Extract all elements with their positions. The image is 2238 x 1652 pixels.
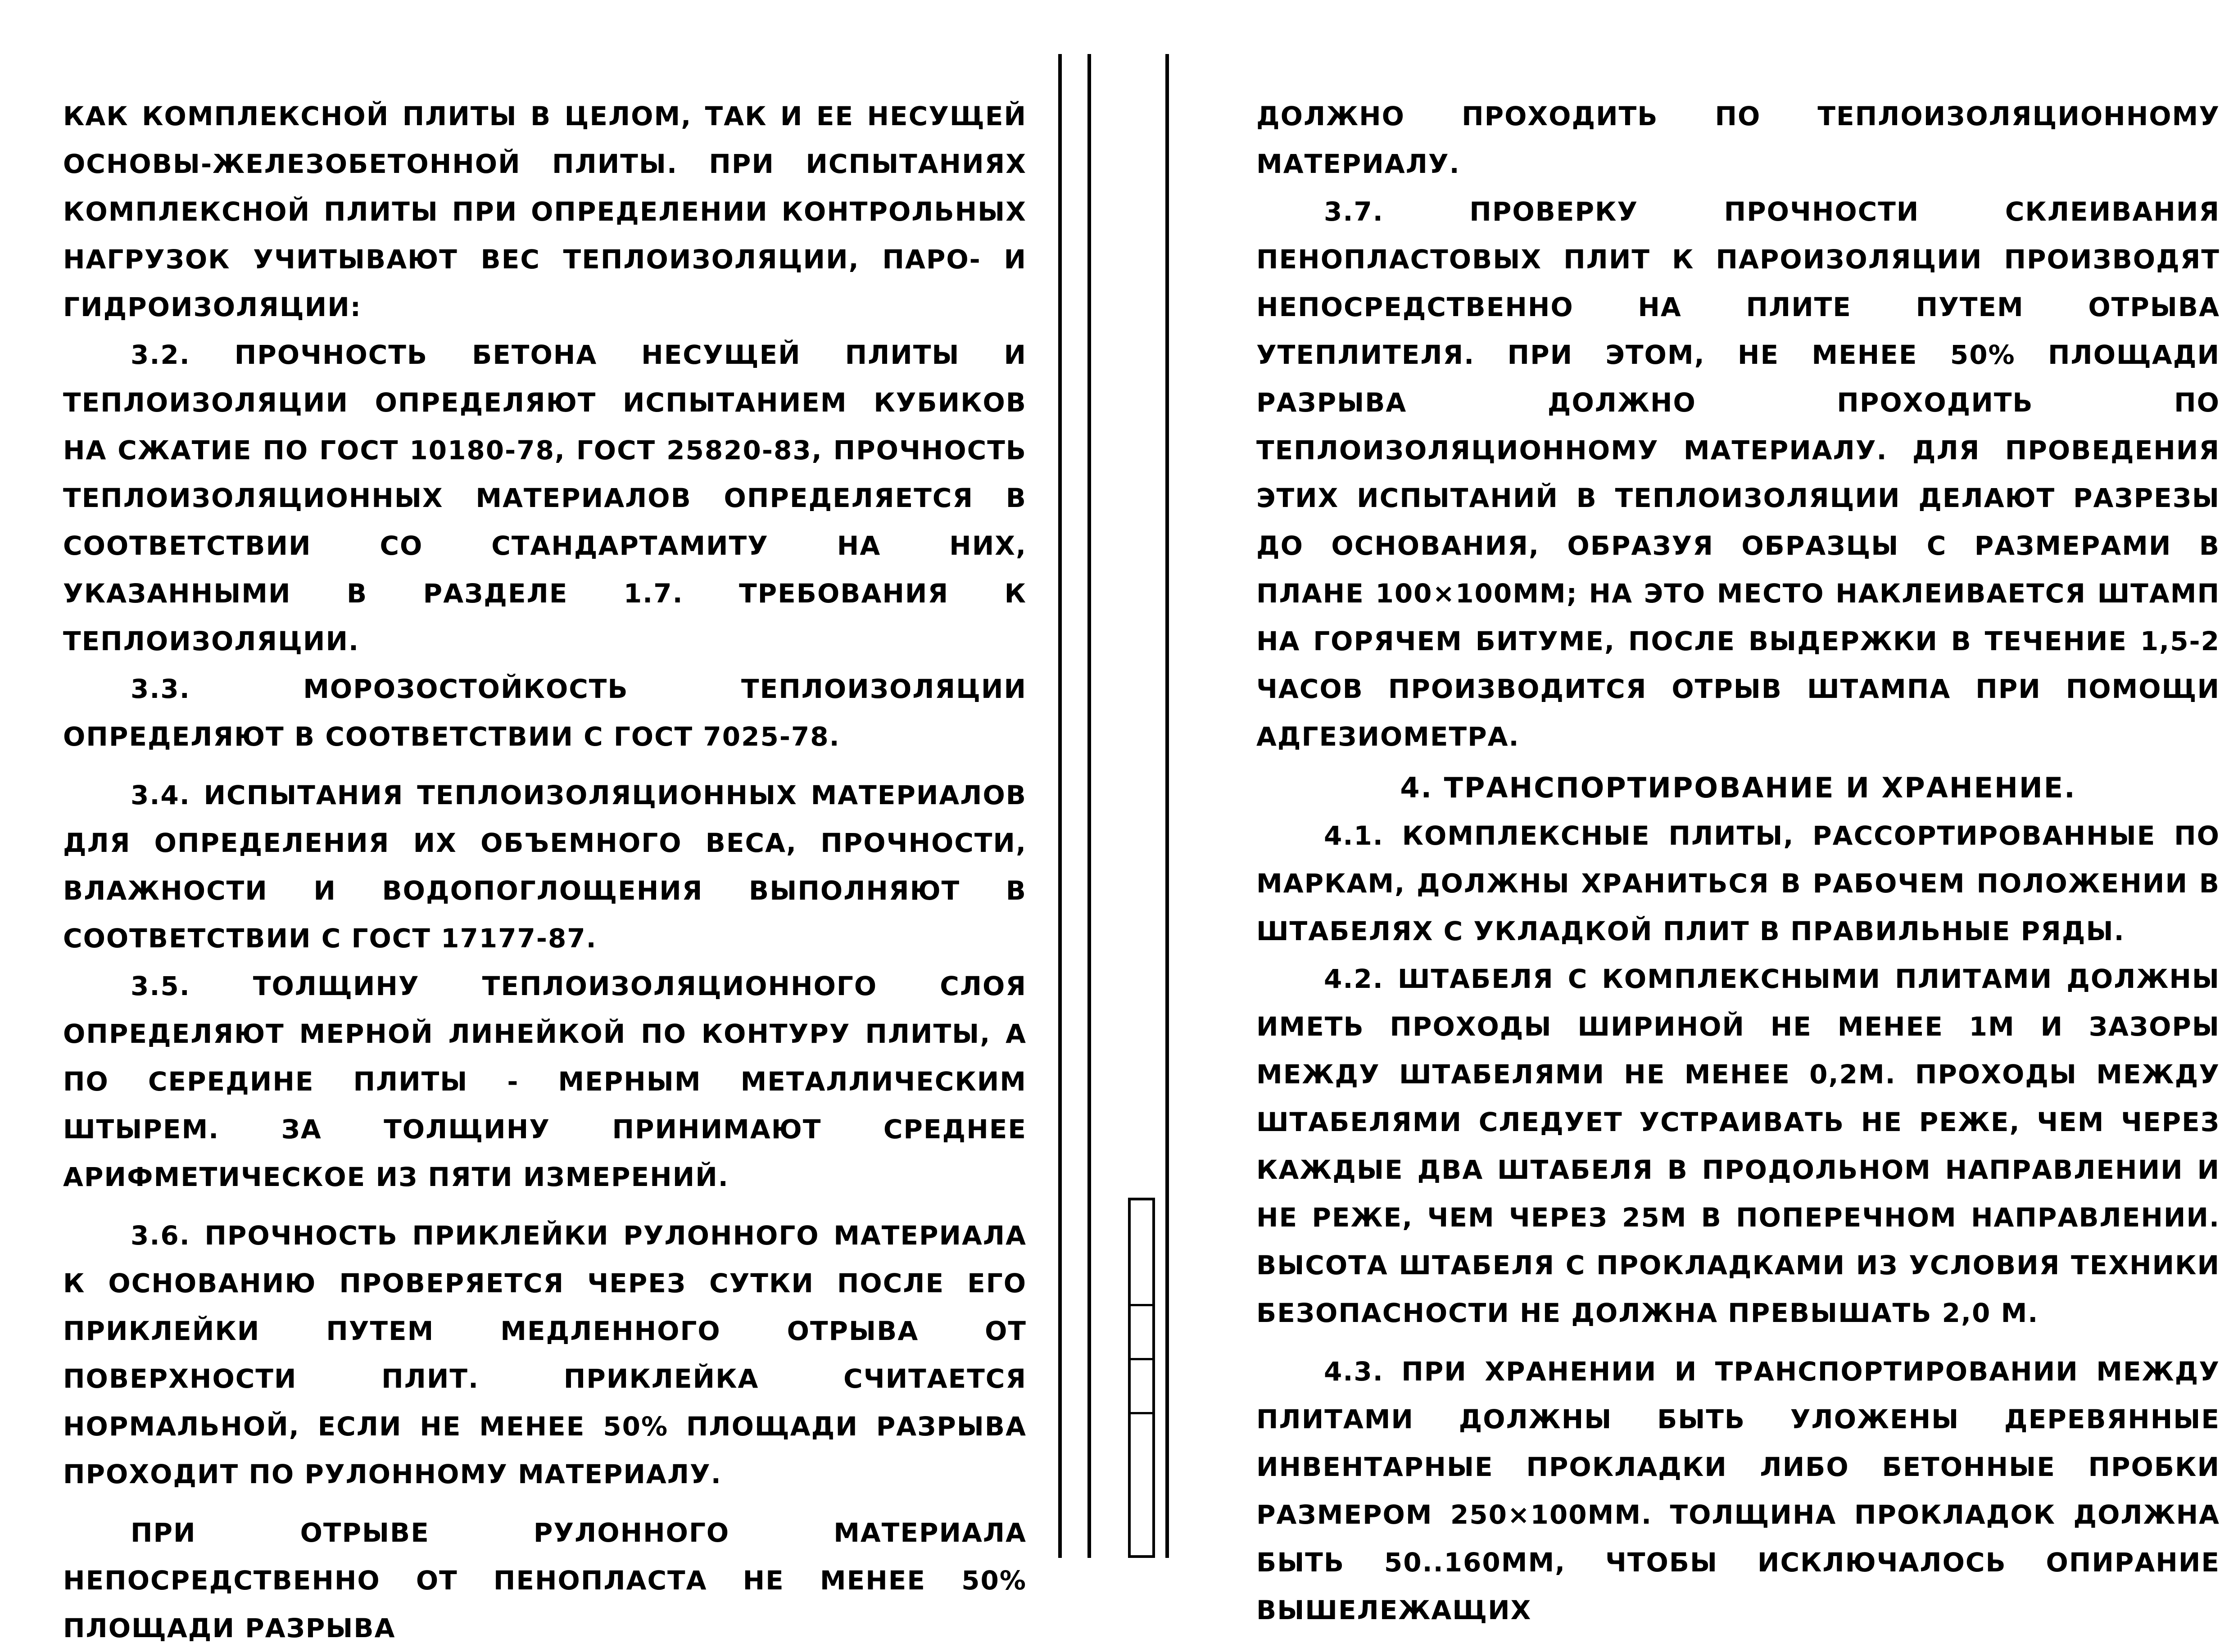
left-paragraph-7: ПРИ ОТРЫВЕ РУЛОННОГО МАТЕРИАЛА НЕПОСРЕДСТВЕННО ОТ ПЕНОПЛАСТА НЕ МЕНЕЕ 50% ПЛОЩАДИ РАЗРЫВА: [63, 1517, 1027, 1643]
right-paragraph-2: 3.7. ПРОВЕРКУ ПРОЧНОСТИ СКЛЕИВАНИЯ ПЕНОПЛАСТОВЫХ ПЛИТ К ПАРОИЗОЛЯЦИИ ПРОИЗВОДЯТ НЕПОСРЕДСТВЕННО НА ПЛИТЕ ПУТЕМ ОТРЫВА УТЕПЛИТЕЛЯ. ПРИ ЭТОМ, НЕ МЕНЕЕ 50% ПЛОЩАДИ РАЗРЫВА ДОЛЖНО ПРОХОДИТЬ ПО ТЕПЛОИЗОЛЯЦИОННОМУ МАТЕРИАЛУ. ДЛЯ ПРОВЕДЕНИЯ ЭТИХ ИСПЫТАНИЙ В ТЕПЛОИЗОЛЯЦИИ ДЕЛАЮТ РАЗРЕЗЫ ДО ОСНОВАНИЯ, ОБРАЗУЯ ОБРАЗЦЫ С РАЗМЕРАМИ В ПЛАНЕ 100×100ММ; НА ЭТО МЕСТО НАКЛЕИВАЕТСЯ ШТАМП НА ГОРЯЧЕМ БИТУМЕ, ПОСЛЕ ВЫДЕРЖКИ В ТЕЧЕНИЕ 1,5-2 ЧАСОВ ПРОИЗВОДИТСЯ ОТРЫВ ШТАМПА ПРИ ПОМОЩИ АДГЕЗИОМЕТРА.: [1256, 196, 2220, 752]
right-paragraph-3: 4.1. КОМПЛЕКСНЫЕ ПЛИТЫ, РАССОРТИРОВАННЫЕ ПО МАРКАМ, ДОЛЖНЫ ХРАНИТЬСЯ В РАБОЧЕМ ПОЛОЖЕНИИ В ШТАБЕЛЯХ С УКЛАДКОЙ ПЛИТ В ПРАВИЛЬНЫЕ РЯДЫ.: [1256, 820, 2220, 946]
left-page-text: [63, 92, 1027, 1652]
left-page: [0, 0, 1045, 1643]
binding-strip: [1045, 0, 1193, 1585]
binding-line-outer-left: [1058, 54, 1062, 1558]
left-paragraph-1: КАК КОМПЛЕКСНОЙ ПЛИТЫ В ЦЕЛОМ, ТАК И ЕЕ НЕСУЩЕЙ ОСНОВЫ-ЖЕЛЕЗОБЕТОННОЙ ПЛИТЫ. ПРИ ИСПЫТАНИЯХ КОМПЛЕКСНОЙ ПЛИТЫ ПРИ ОПРЕДЕЛЕНИИ КОНТРОЛЬНЫХ НАГРУЗОК УЧИТЫВАЮТ ВЕС ТЕПЛОИЗОЛЯЦИИ, ПАРО- И ГИДРОИЗОЛЯЦИИ:: [63, 101, 1027, 322]
stamp-cell: [1131, 1358, 1152, 1414]
approval-stamp-box: [1128, 1198, 1155, 1558]
right-page-text: [1256, 92, 2220, 1634]
section-heading: 4. ТРАНСПОРТИРОВАНИЕ И ХРАНЕНИЕ.: [1400, 771, 2076, 804]
left-paragraph-4: 3.4. ИСПЫТАНИЯ ТЕПЛОИЗОЛЯЦИОННЫХ МАТЕРИАЛОВ ДЛЯ ОПРЕДЕЛЕНИЯ ИХ ОБЪЕМНОГО ВЕСА, ПРОЧНОСТИ, ВЛАЖНОСТИ И ВОДОПОГЛОЩЕНИЯ ВЫПОЛНЯЮТ В СООТВЕТСТВИИ С ГОСТ 17177-87.: [63, 780, 1027, 954]
binding-line-right: [1165, 54, 1169, 1558]
left-paragraph-5: 3.5. ТОЛЩИНУ ТЕПЛОИЗОЛЯЦИОННОГО СЛОЯ ОПРЕДЕЛЯЮТ МЕРНОЙ ЛИНЕЙКОЙ ПО КОНТУРУ ПЛИТЫ, А ПО СЕРЕДИНЕ ПЛИТЫ - МЕРНЫМ МЕТАЛЛИЧЕСКИМ ШТЫРЕМ. ЗА ТОЛЩИНУ ПРИНИМАЮТ СРЕДНЕЕ АРИФМЕТИЧЕСКОЕ ИЗ ПЯТИ ИЗМЕРЕНИЙ.: [63, 971, 1027, 1192]
right-paragraph-5: 4.3. ПРИ ХРАНЕНИИ И ТРАНСПОРТИРОВАНИИ МЕЖДУ ПЛИТАМИ ДОЛЖНЫ БЫТЬ УЛОЖЕНЫ ДЕРЕВЯННЫЕ ИНВЕНТАРНЫЕ ПРОКЛАДКИ ЛИБО БЕТОННЫЕ ПРОБКИ РАЗМЕРОМ 250×100ММ. ТОЛЩИНА ПРОКЛАДОК ДОЛЖНА БЫТЬ 50..160ММ, ЧТОБЫ ИСКЛЮЧАЛОСЬ ОПИРАНИЕ ВЫШЕЛЕЖАЩИХ: [1256, 1356, 2220, 1625]
right-paragraph-4: 4.2. ШТАБЕЛЯ С КОМПЛЕКСНЫМИ ПЛИТАМИ ДОЛЖНЫ ИМЕТЬ ПРОХОДЫ ШИРИНОЙ НЕ МЕНЕЕ 1М И ЗАЗОРЫ МЕЖДУ ШТАБЕЛЯМИ НЕ МЕНЕЕ 0,2М. ПРОХОДЫ МЕЖДУ ШТАБЕЛЯМИ СЛЕДУЕТ УСТРАИВАТЬ НЕ РЕЖЕ, ЧЕМ ЧЕРЕЗ КАЖДЫЕ ДВА ШТАБЕЛЯ В ПРОДОЛЬНОМ НАПРАВЛЕНИИ И НЕ РЕЖЕ, ЧЕМ ЧЕРЕЗ 25М В ПОПЕРЕЧНОМ НАПРАВЛЕНИИ. ВЫСОТА ШТАБЕЛЯ С ПРОКЛАДКАМИ ИЗ УСЛОВИЯ ТЕХНИКИ БЕЗОПАСНОСТИ НЕ ДОЛЖНА ПРЕВЫШАТЬ 2,0 М.: [1256, 964, 2220, 1328]
stamp-cell: [1131, 1200, 1152, 1306]
stamp-cell: [1131, 1304, 1152, 1360]
binding-line-inner-left: [1087, 54, 1091, 1558]
left-paragraph-6: 3.6. ПРОЧНОСТЬ ПРИКЛЕЙКИ РУЛОННОГО МАТЕРИАЛА К ОСНОВАНИЮ ПРОВЕРЯЕТСЯ ЧЕРЕЗ СУТКИ ПОСЛЕ ЕГО ПРИКЛЕЙКИ ПУТЕМ МЕДЛЕННОГО ОТРЫВА ОТ ПОВЕРХНОСТИ ПЛИТ. ПРИКЛЕЙКА СЧИТАЕТСЯ НОРМАЛЬНОЙ, ЕСЛИ НЕ МЕНЕЕ 50% ПЛОЩАДИ РАЗРЫВА ПРОХОДИТ ПО РУЛОННОМУ МАТЕРИАЛУ.: [63, 1220, 1027, 1489]
left-paragraph-3: 3.3. МОРОЗОСТОЙКОСТЬ ТЕПЛОИЗОЛЯЦИИ ОПРЕДЕЛЯЮТ В СООТВЕТСТВИИ С ГОСТ 7025-78.: [63, 674, 1027, 752]
right-page: [1193, 0, 2238, 1625]
right-paragraph-1: ДОЛЖНО ПРОХОДИТЬ ПО ТЕПЛОИЗОЛЯЦИОННОМУ МАТЕРИАЛУ.: [1256, 101, 2220, 179]
left-paragraph-2: 3.2. ПРОЧНОСТЬ БЕТОНА НЕСУЩЕЙ ПЛИТЫ И ТЕПЛОИЗОЛЯЦИИ ОПРЕДЕЛЯЮТ ИСПЫТАНИЕМ КУБИКОВ НА СЖАТИЕ ПО ГОСТ 10180-78, ГОСТ 25820-83, ПРОЧНОСТЬ ТЕПЛОИЗОЛЯЦИОННЫХ МАТЕРИАЛОВ ОПРЕДЕЛЯЕТСЯ В СООТВЕТСТВИИ СО СТАНДАРТАМИТУ НА НИХ, УКАЗАННЫМИ В РАЗДЕЛЕ 1.7. ТРЕБОВАНИЯ К ТЕПЛОИЗОЛЯЦИИ.: [63, 339, 1027, 656]
